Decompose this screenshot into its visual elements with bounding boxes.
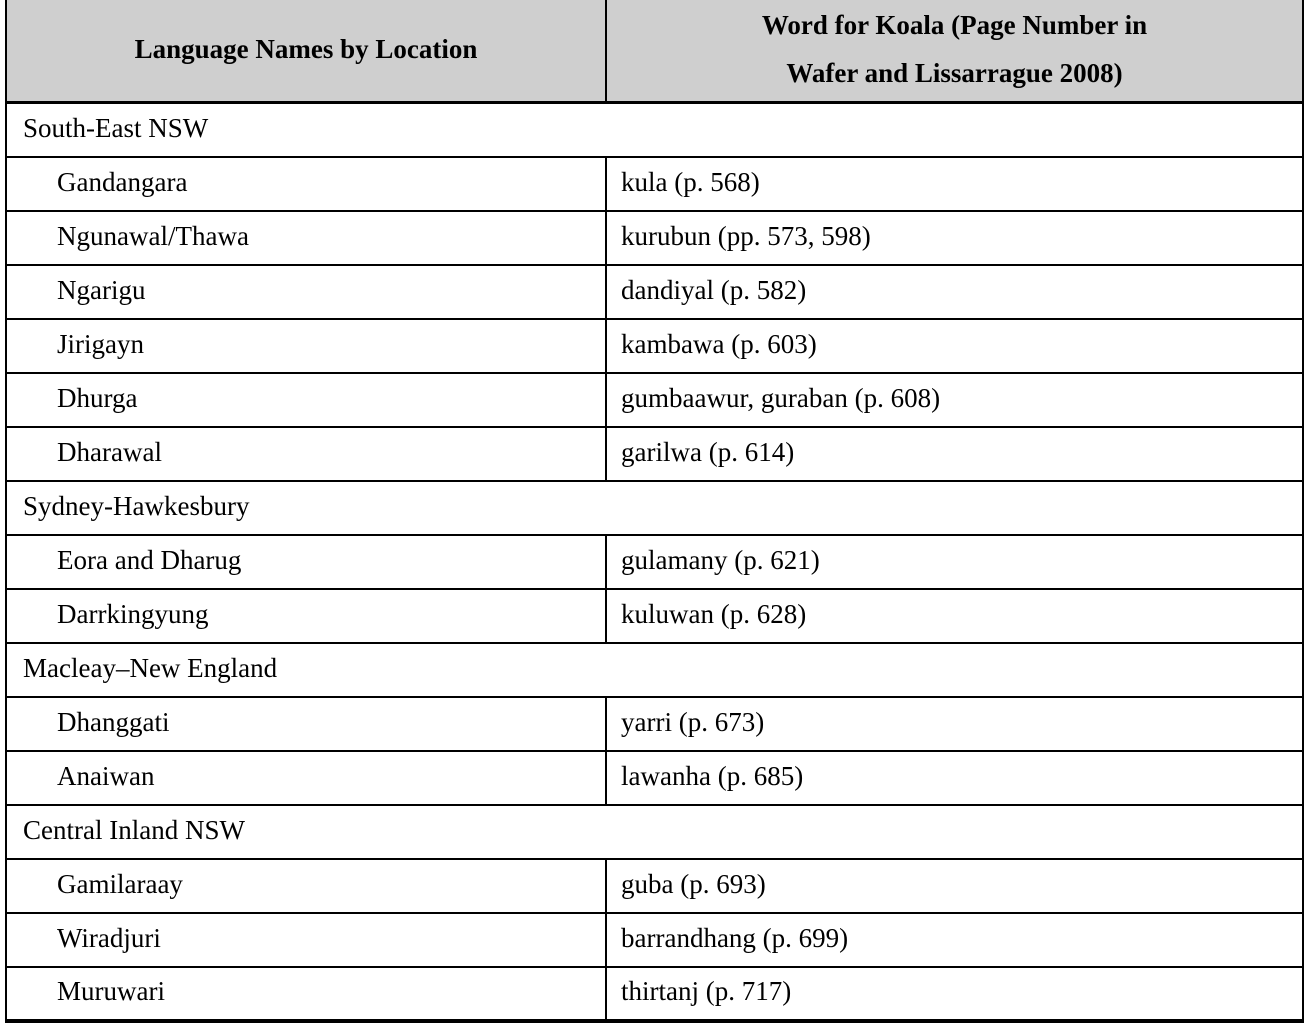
koala-word-cell: kambawa (p. 603)	[606, 319, 1303, 373]
group-label: South-East NSW	[6, 103, 1303, 157]
language-name-cell: Gandangara	[6, 157, 606, 211]
koala-word-cell: garilwa (p. 614)	[606, 427, 1303, 481]
language-name-cell: Dharawal	[6, 427, 606, 481]
language-name-cell: Anaiwan	[6, 751, 606, 805]
language-name-cell: Dhurga	[6, 373, 606, 427]
table-row	[6, 211, 1303, 265]
table-row	[6, 319, 1303, 373]
table-group-row	[6, 103, 1303, 157]
koala-word-cell: kula (p. 568)	[606, 157, 1303, 211]
table-row	[6, 967, 1303, 1021]
group-label: Sydney-Hawkesbury	[6, 481, 1303, 535]
group-label: Macleay–New England	[6, 643, 1303, 697]
koala-language-table	[5, 0, 1304, 1023]
language-name-cell: Muruwari	[6, 967, 606, 1021]
koala-word-cell: kuluwan (p. 628)	[606, 589, 1303, 643]
table-row	[6, 427, 1303, 481]
table-row	[6, 373, 1303, 427]
table-group-row	[6, 481, 1303, 535]
table-body	[6, 103, 1303, 1021]
column-header-word	[606, 0, 1303, 103]
group-label: Central Inland NSW	[6, 805, 1303, 859]
language-name-cell: Dhanggati	[6, 697, 606, 751]
language-name-cell: Ngarigu	[6, 265, 606, 319]
table-group-row	[6, 643, 1303, 697]
table-row	[6, 589, 1303, 643]
language-name-cell: Wiradjuri	[6, 913, 606, 967]
language-name-cell: Ngunawal/Thawa	[6, 211, 606, 265]
koala-word-cell: gumbaawur, guraban (p. 608)	[606, 373, 1303, 427]
koala-word-cell: lawanha (p. 685)	[606, 751, 1303, 805]
column-header-language	[6, 0, 606, 103]
column-header-word-line1: Word for Koala (Page Number in	[761, 10, 1148, 40]
table-row	[6, 913, 1303, 967]
language-name-cell: Darrkingyung	[6, 589, 606, 643]
koala-word-cell: yarri (p. 673)	[606, 697, 1303, 751]
table-row	[6, 265, 1303, 319]
table-header	[6, 0, 1303, 103]
table-row	[6, 157, 1303, 211]
table-row	[6, 535, 1303, 589]
koala-word-cell: dandiyal (p. 582)	[606, 265, 1303, 319]
table-row	[6, 859, 1303, 913]
table-group-row	[6, 805, 1303, 859]
table-row	[6, 697, 1303, 751]
table-header-row	[6, 0, 1303, 103]
koala-word-cell: barrandhang (p. 699)	[606, 913, 1303, 967]
koala-word-cell: kurubun (pp. 573, 598)	[606, 211, 1303, 265]
column-header-language-line1: Language Names by Location	[134, 33, 478, 64]
koala-word-cell: thirtanj (p. 717)	[606, 967, 1303, 1021]
language-name-cell: Gamilaraay	[6, 859, 606, 913]
koala-word-cell: gulamany (p. 621)	[606, 535, 1303, 589]
column-header-word-line2: Wafer and Lissarrague 2008)	[786, 57, 1123, 88]
language-name-cell: Eora and Dharug	[6, 535, 606, 589]
table-row	[6, 751, 1303, 805]
koala-word-cell: guba (p. 693)	[606, 859, 1303, 913]
language-name-cell: Jirigayn	[6, 319, 606, 373]
